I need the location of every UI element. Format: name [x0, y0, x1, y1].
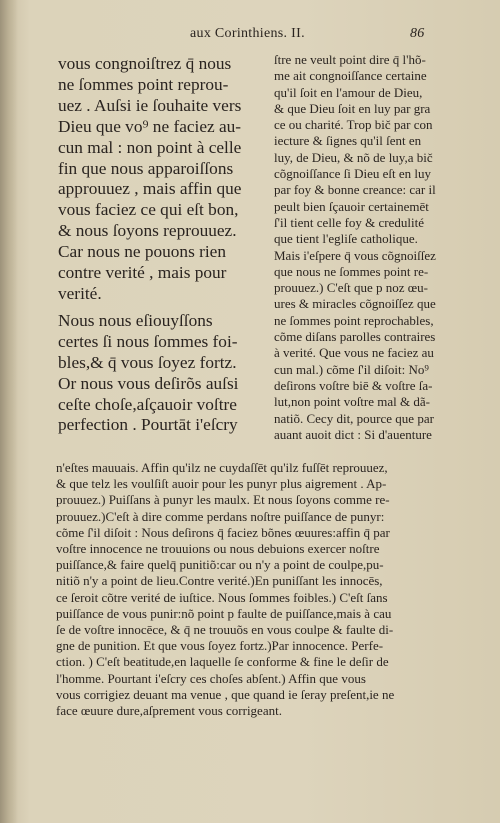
scripture-column [58, 54, 262, 436]
text-line: luy, de Dieu, & nõ de luy,a bič [274, 149, 433, 165]
text-line: que nous ne ſommes point re- [274, 263, 429, 279]
text-line: Car nous ne pouons rien [58, 242, 226, 262]
text-line: Or nous vous deſirõs auſsi [58, 373, 239, 393]
page-number: 86 [410, 26, 425, 41]
text-line: vous corrigiez deuant ma venue , que quand ie ſeray preſent,ie ne [56, 686, 395, 702]
text-line: nitiõ n'y a point de lieu.Contre verité.)En puniſſant les innocēs, [56, 573, 383, 589]
text-line: contre verité , mais pour [58, 263, 227, 283]
text-line: puiſſance,& faire quelq̄ punitiõ:car ou n'y a point de coulpe,pu- [56, 557, 384, 573]
text-line: fin que nous apparoiſſons [58, 158, 234, 178]
text-line: que tient l'egliſe catholique. [274, 231, 418, 247]
text-line: verité. [58, 283, 102, 303]
text-line: & que Dieu ſoit en luy par gra [274, 100, 431, 116]
text-line: approuuez , mais affin que [58, 179, 242, 199]
text-line: ures & miracles cõgnoiſſez que [274, 296, 436, 312]
text-line: perfection . Pourtāt i'eſcry [58, 415, 238, 435]
text-line: iecture & ſignes qu'il ſent en [274, 133, 422, 149]
text-line: cun mal : non point à celle [58, 137, 242, 157]
text-line: cõgnoiſſance ſi Dieu eſt en luy [274, 166, 432, 182]
text-line: ce ou charité. Trop bič par con [274, 117, 433, 133]
text-line: n'eſtes mauuais. Affin qu'ilz ne cuydaſſēt qu'ilz fuſſēt reprouuez, [56, 460, 388, 475]
text-line: ne ſommes point reprou- [58, 74, 229, 94]
text-line: cun mal.) cõme ſ'il diſoit: No⁹ [274, 361, 429, 377]
text-line: Dieu que vo⁹ ne faciez au- [58, 116, 242, 136]
text-line: ceſte choſe,aſçauoir voſtre [58, 394, 237, 414]
page-gutter-shadow [0, 0, 18, 823]
text-line: & que telz les voulſiſt auoir pour les punyr plus aigrement . Ap- [56, 476, 387, 492]
text-line: voſtre innocence ne trouuions ou nous debuions exercer noſtre [56, 541, 380, 557]
text-line: face œuure dure,aſprement vous corrigeant. [56, 703, 282, 719]
text-line: à verité. Que vous ne faciez au [274, 345, 434, 361]
text-line: ſe de voſtre innocēce, & q̄ ne trouuõs en vous coulpe & faulte di- [56, 622, 394, 638]
text-line: uez . Auſsi ie ſouhaite vers [58, 95, 242, 115]
text-line: ſtre ne veult point dire q̄ l'hõ- [274, 52, 426, 67]
text-line: Nous nous eſiouyſſons [58, 310, 213, 330]
text-line: natiõ. Cecy dit, pource que par [274, 410, 434, 426]
text-line: qu'il ſoit en l'amour de Dieu, [274, 84, 423, 100]
text-line: ne ſommes point reprochables, [274, 312, 434, 328]
text-line: prouuez.) Puiſſans à punyr les maulx. Et nous ſoyons comme re- [56, 492, 390, 508]
text-line: me ait congnoiſſance certaine [274, 68, 427, 84]
text-line: ction. ) C'eſt beatitude,en laquelle ſe conforme & fine le deſir de [56, 654, 389, 670]
text-line: ſ'il tient celle foy & credulité [274, 214, 424, 230]
commentary-column [274, 52, 474, 443]
text-line: vous congnoiſtrez q̄ nous [58, 54, 232, 73]
text-line: certes ſi nous ſommes foi- [58, 331, 238, 351]
text-line: cõme ſ'il diſoit : Nous deſirons q̄ faciez bõnes œuures:affin q̄ par [56, 524, 390, 540]
text-line: auant auoit dict : Si d'auenture [274, 426, 432, 442]
text-line: ce ſeroit cõtre verité de iuſtice. Nous ſommes foibles.) C'eſt ſans [56, 589, 388, 605]
text-line: prouuez.) C'eſt que p noz œu- [274, 280, 428, 296]
text-line: & nous ſoyons reprouuez. [58, 221, 237, 241]
text-line: par foy & bonne creance: car il [274, 182, 436, 198]
text-line: cõme diſans parolles contraires [274, 329, 436, 345]
text-line: peult bien ſçauoir certainemēt [274, 198, 429, 214]
page-header [190, 26, 425, 42]
commentary-continuation [56, 460, 476, 719]
text-line: deſirons voſtre biē & voſtre ſa- [274, 377, 433, 393]
text-line: puiſſance de vous punir:nõ point p faulte de puiſſance,mais à cau [56, 605, 392, 621]
text-line: Mais i'eſpere q̄ vous cõgnoiſſez [274, 247, 436, 263]
text-line: bles,& q̄ vous ſoyez fortz. [58, 352, 237, 372]
text-line: lut,non point voſtre mal & dã- [274, 394, 430, 410]
text-line: gne de punition. Et que vous ſoyez fortz.)Par innocence. Perfe- [56, 638, 384, 654]
text-line: vous faciez ce qui eſt bon, [58, 200, 239, 220]
text-line: l'homme. Pourtant i'eſcry ces choſes abſent.) Affin que vous [56, 670, 366, 686]
text-line: prouuez.)C'eſt à dire comme perdans noſtre puiſſance de punyr: [56, 508, 385, 524]
running-title: aux Corinthiens. II. [190, 26, 305, 41]
